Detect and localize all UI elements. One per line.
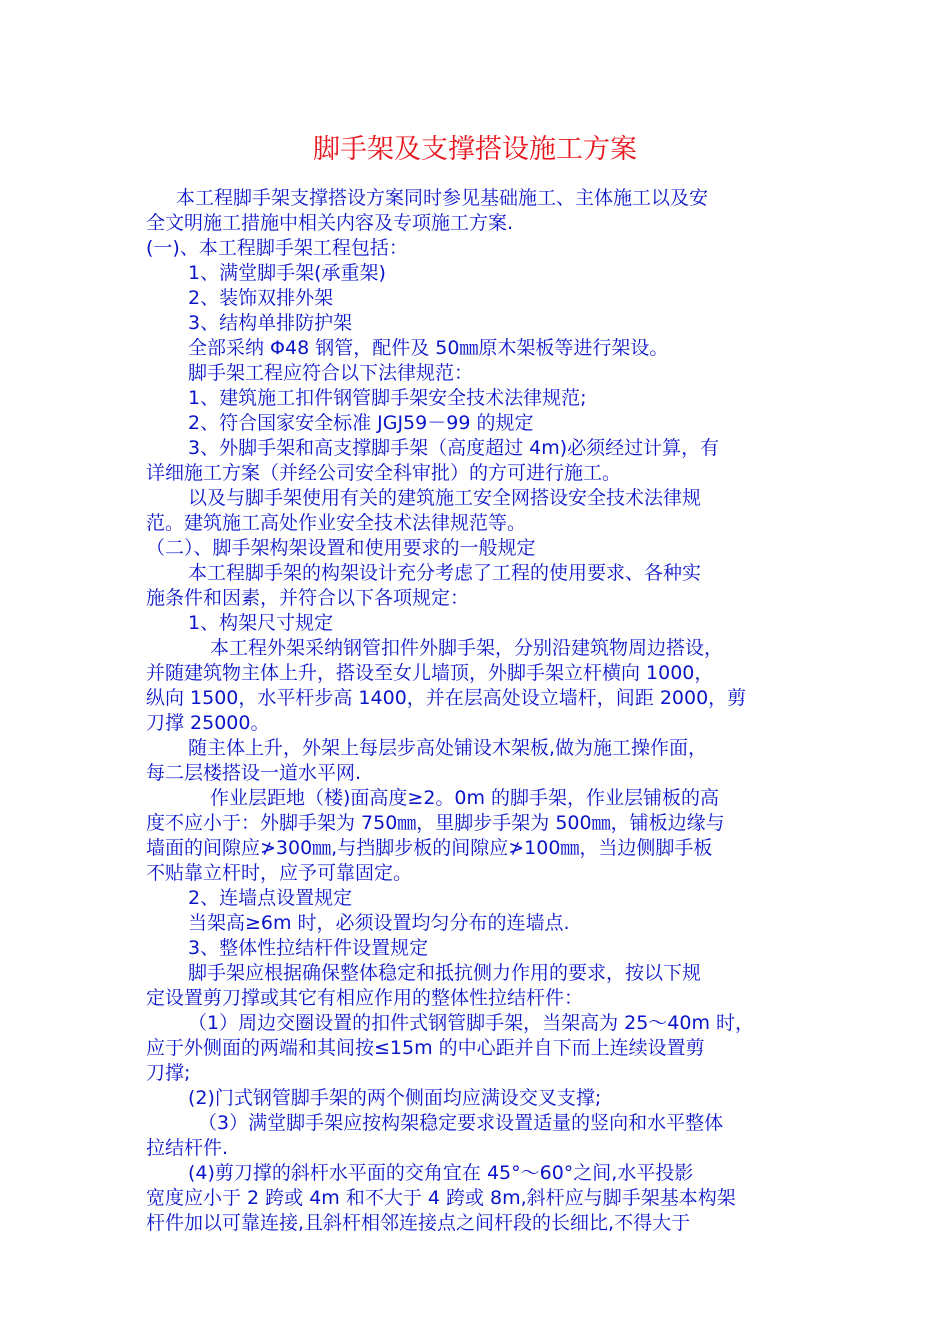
text-line: 并随建筑物主体上升，搭设至女儿墙顶，外脚手架立杆横向 1000，	[146, 662, 714, 684]
text-line: （3）满堂脚手架应按构架稳定要求设置适量的竖向和水平整体	[198, 1112, 724, 1134]
text-line: 全部采纳 Φ48 钢管，配件及 50㎜原木架板等进行架设。	[188, 337, 669, 359]
text-line: 刀撑;	[146, 1062, 191, 1084]
text-line: (一)、本工程脚手架工程包括：	[146, 237, 408, 259]
text-line: 本工程外架采纳钢管扣件外脚手架，分别沿建筑物周边搭设，	[210, 637, 724, 659]
text-line: 当架高≥6m 时，必须设置均匀分布的连墙点.	[188, 912, 570, 934]
text-line: 应于外侧面的两端和其间按≤15m 的中心距并自下而上连续设置剪	[146, 1037, 705, 1059]
text-line: 不贴靠立杆时，应予可靠固定。	[146, 862, 413, 884]
text-line: 度不应小于：外脚手架为 750㎜，里脚步手架为 500㎜，铺板边缘与	[146, 812, 725, 834]
text-line: 范。建筑施工高处作业安全技术法律规范等。	[146, 512, 527, 534]
text-line: 3、外脚手架和高支撑脚手架（高度超过 4m)必须经过计算，有	[188, 437, 720, 459]
text-line: 以及与脚手架使用有关的建筑施工安全网搭设安全技术法律规	[188, 487, 702, 509]
text-line: 杆件加以可靠连接,且斜杆相邻连接点之间杆段的长细比,不得大于	[146, 1212, 691, 1234]
text-line: 1、满堂脚手架(承重架)	[188, 262, 386, 284]
text-line: 随主体上升，外架上每层步高处铺设木架板,做为施工操作面，	[188, 737, 708, 759]
text-line: 宽度应小于 2 跨或 4m 和不大于 4 跨或 8m,斜杆应与脚手架基本构架	[146, 1187, 736, 1209]
text-line: 纵向 1500，水平杆步高 1400，并在层高处设立墙杆，间距 2000，剪	[146, 687, 747, 709]
text-line: 拉结杆件.	[146, 1137, 229, 1159]
text-line: 脚手架工程应符合以下法律规范：	[188, 362, 474, 384]
document-title: 脚手架及支撑搭设施工方案	[313, 134, 637, 165]
text-line: 施条件和因素，并符合以下各项规定：	[146, 587, 470, 609]
text-line: 本工程脚手架支撑搭设方案同时参见基础施工、主体施工以及安	[176, 187, 709, 209]
text-line: 本工程脚手架的构架设计充分考虑了工程的使用要求、各种实	[188, 562, 702, 584]
text-line: 定设置剪刀撑或其它有相应作用的整体性拉结杆件：	[146, 987, 584, 1009]
text-line: 2、装饰双排外架	[188, 287, 334, 309]
text-line: 脚手架应根据确保整体稳定和抵抗侧力作用的要求，按以下规	[188, 962, 702, 984]
text-line: 详细施工方案（并经公司安全科审批）的方可进行施工。	[146, 462, 622, 484]
text-line: 全文明施工措施中相关内容及专项施工方案.	[146, 212, 514, 234]
text-line: （二）、脚手架构架设置和使用要求的一般规定	[146, 537, 536, 559]
text-line: 刀撑 25000。	[146, 712, 270, 734]
text-line: 1、建筑施工扣件钢管脚手架安全技术法律规范;	[188, 387, 587, 409]
text-line: （1）周边交圈设置的扣件式钢管脚手架，当架高为 25～40m 时，	[188, 1012, 755, 1034]
text-line: 2、连墙点设置规定	[188, 887, 353, 909]
text-line: 1、构架尺寸规定	[188, 612, 334, 634]
text-line: 3、整体性拉结杆件设置规定	[188, 937, 429, 959]
text-line: 作业层距地（楼)面高度≥2。0m 的脚手架，作业层铺板的高	[210, 787, 720, 809]
text-line: 墙面的间隙应≯300㎜,与挡脚步板的间隙应≯100㎜，当边侧脚手板	[146, 837, 713, 859]
text-line: (2)门式钢管脚手架的两个侧面均应满设交叉支撑;	[188, 1087, 602, 1109]
text-line: 3、结构单排防护架	[188, 312, 353, 334]
text-line: 每二层楼搭设一道水平网.	[146, 762, 362, 784]
text-line: (4)剪刀撑的斜杆水平面的交角宜在 45°～60°之间,水平投影	[188, 1162, 694, 1184]
text-line: 2、符合国家安全标准 JGJ59－99 的规定	[188, 412, 534, 434]
